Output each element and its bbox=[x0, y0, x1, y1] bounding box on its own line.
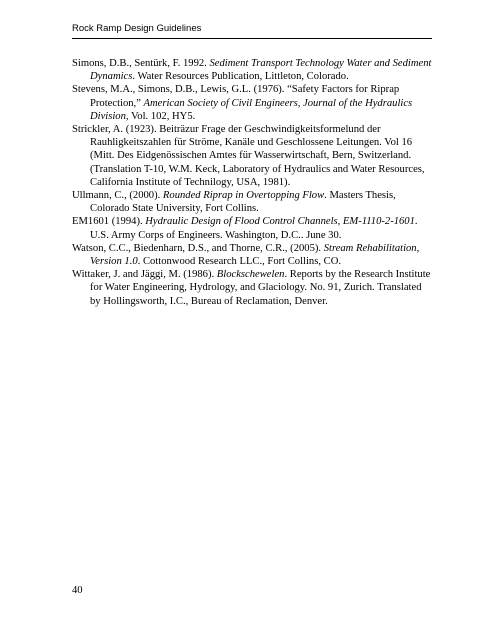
reference-entry: Simons, D.B., Sentürk, F. 1992. Sediment Transport Technology Water and Sediment Dynamics. Water Resources Publication, Littleton, Colorado. bbox=[72, 58, 432, 83]
reference-entry: Wittaker, J. and Jäggi, M. (1986). Blockschewelen. Reports by the Research Institute for Water Engineering, Hydrology, and Glaciology. No. 91, Zurich. Translated by Hollingsworth, I.C., Bureau of Reclamation, Denver. bbox=[72, 269, 431, 307]
running-header: Rock Ramp Design Guidelines bbox=[72, 23, 202, 34]
reference-entry: Stevens, M.A., Simons, D.B., Lewis, G.L. (1976). “Safety Factors for Riprap Protection,” American Society of Civil Engineers, Journal of the Hydraulics Division, Vol. 102, HY5. bbox=[72, 84, 413, 122]
reference-entry: Ullmann, C., (2000). Rounded Riprap in Overtopping Flow. Masters Thesis, Colorado State University, Fort Collins. bbox=[72, 190, 396, 215]
page-number: 40 bbox=[72, 585, 83, 596]
reference-entry: EM1601 (1994). Hydraulic Design of Flood Control Channels, EM-1110-2-1601. U.S. Army Corps of Engineers. Washington, D.C.. June 30. bbox=[72, 216, 418, 241]
reference-list bbox=[72, 57, 432, 308]
header-rule bbox=[72, 38, 432, 39]
reference-entry: Strickler, A. (1923). Beiträzur Frage der Geschwindigkeitsformelund der Rauhligkeitszahlen für Ströme, Kanäle und Geschlossene Leitungen. Vol 16 (Mitt. Des Eidgenössischen Amtes für Wasserwirtschaft, Bern, Switzerland. (Translation T-10, W.M. Keck, Laboratory of Hydraulics and Water Resources, California Institute of Technilogy, USA, 1981). bbox=[72, 124, 425, 188]
reference-entry: Watson, C.C., Biedenharn, D.S., and Thorne, C.R., (2005). Stream Rehabilitation, Version 1.0. Cottonwood Research LLC., Fort Collins, CO. bbox=[72, 242, 420, 268]
